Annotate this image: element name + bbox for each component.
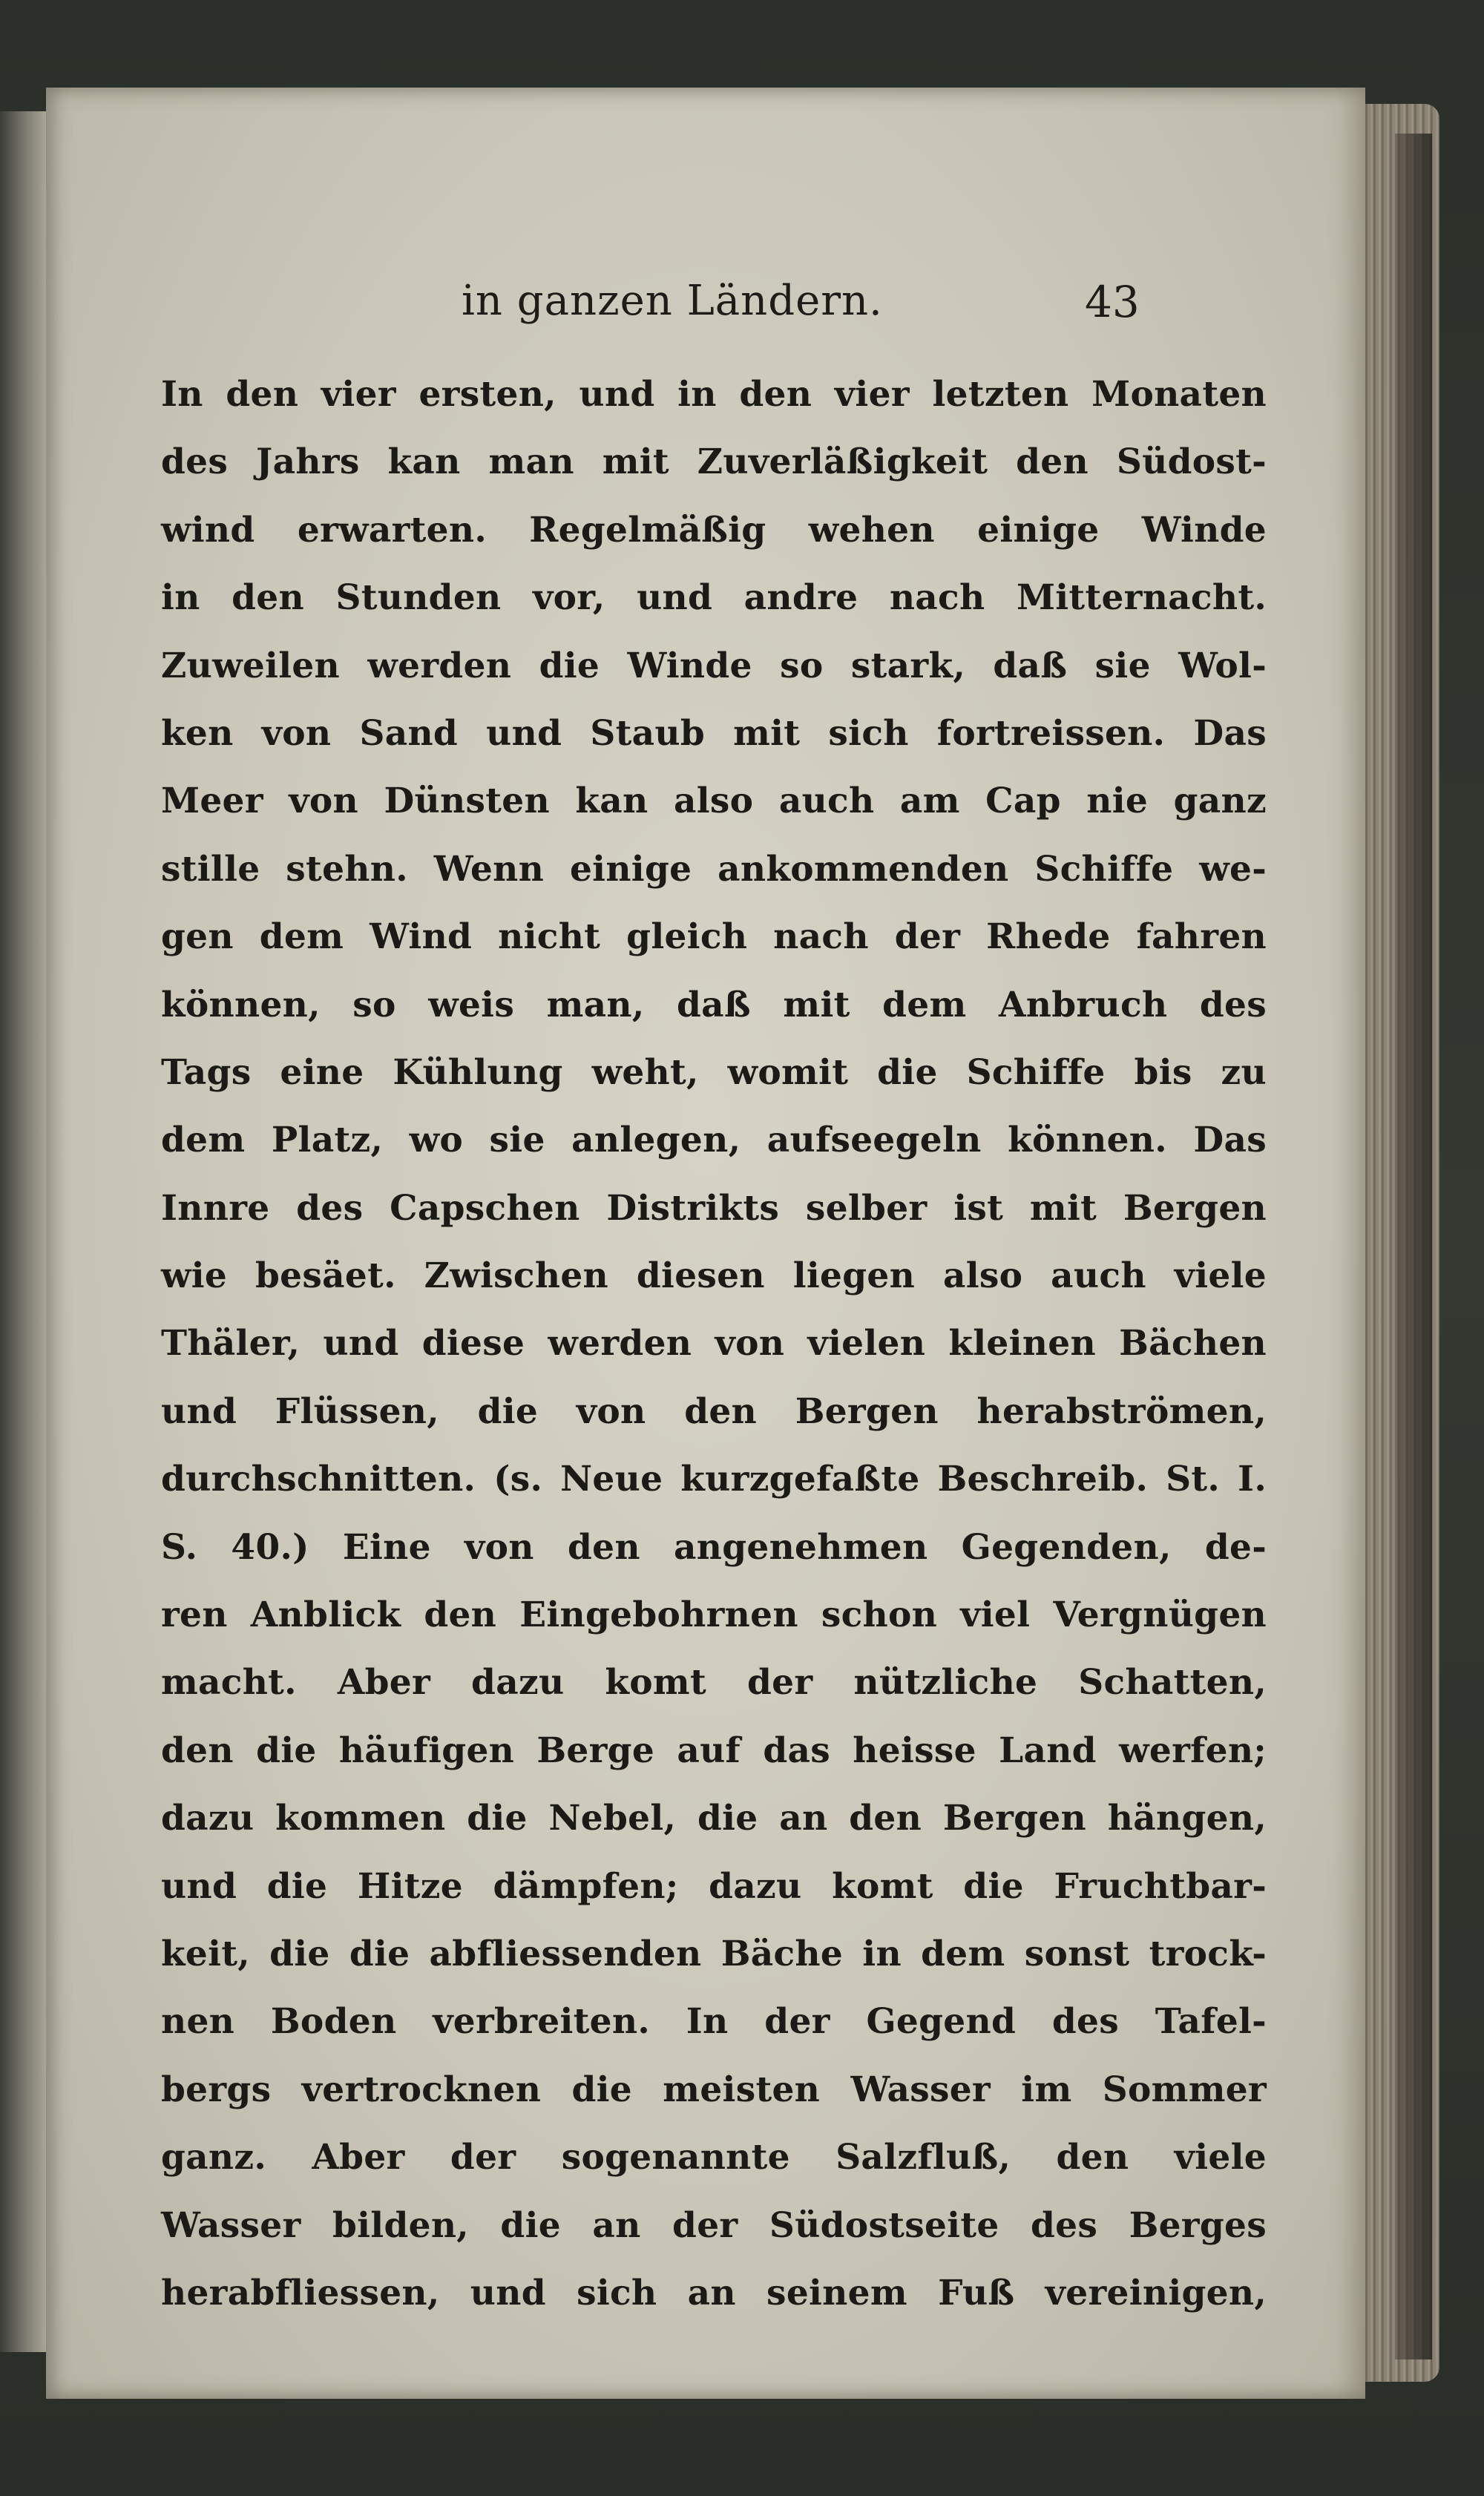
text-line: in den Stunden vor, und andre nach Mitternacht.	[161, 577, 1267, 619]
previous-page-edge	[0, 111, 46, 2352]
text-line: und Flüssen, die von den Bergen herabströmen,	[161, 1390, 1267, 1432]
text-line: den die häufigen Berge auf das heisse Land werfen;	[161, 1730, 1267, 1771]
text-line: gen dem Wind nicht gleich nach der Rhede fahren	[161, 916, 1267, 958]
running-head: in ganzen Ländern.	[462, 277, 883, 325]
text-line: Zuweilen werden die Winde so stark, daß sie Wol-	[161, 645, 1267, 686]
text-line: wind erwarten. Regelmäßig wehen einige Winde	[161, 509, 1267, 551]
text-line: ganz. Aber der sogenannte Salzfluß, den viele	[161, 2137, 1267, 2178]
text-line: Tags eine Kühlung weht, womit die Schiffe bis zu	[161, 1051, 1267, 1093]
text-line: stille stehn. Wenn einige ankommenden Schiffe we-	[161, 848, 1267, 890]
text-line: macht. Aber dazu komt der nützliche Schatten,	[161, 1662, 1267, 1704]
text-line: des Jahrs kan man mit Zuverläßigkeit den Südost-	[161, 441, 1267, 483]
text-line: Meer von Dünsten kan also auch am Cap nie ganz	[161, 781, 1267, 822]
page-number: 43	[1085, 277, 1140, 327]
text-line: Wasser bilden, die an der Südostseite des Berges	[161, 2204, 1267, 2246]
text-line: nen Boden verbreiten. In der Gegend des Tafel-	[161, 2001, 1267, 2043]
text-line: keit, die die abfliessenden Bäche in dem sonst trock-	[161, 1933, 1267, 1974]
text-line: durchschnitten. (s. Neue kurzgefaßte Beschreib. St. I.	[161, 1459, 1267, 1500]
text-line: dem Platz, wo sie anlegen, aufseegeln können. Das	[161, 1120, 1267, 1161]
book-page	[46, 88, 1365, 2399]
text-line: S. 40.) Eine von den angenehmen Gegenden, de-	[161, 1526, 1267, 1568]
body-text	[161, 361, 1267, 2327]
text-line: ken von Sand und Staub mit sich fortreissen. Das	[161, 712, 1267, 754]
text-line: wie besäet. Zwischen diesen liegen also auch viele	[161, 1255, 1267, 1297]
text-line: Thäler, und diese werden von vielen kleinen Bächen	[161, 1323, 1267, 1364]
text-line: und die Hitze dämpfen; dazu komt die Fruchtbar-	[161, 1865, 1267, 1907]
text-line: bergs vertrocknen die meisten Wasser im Sommer	[161, 2069, 1267, 2110]
text-line: herabfliessen, und sich an seinem Fuß vereinigen,	[161, 2272, 1267, 2313]
text-line: In den vier ersten, und in den vier letzten Monaten	[161, 374, 1267, 415]
text-line: ren Anblick den Eingebohrnen schon viel Vergnügen	[161, 1595, 1267, 1636]
page-header	[46, 277, 1365, 344]
text-line: dazu kommen die Nebel, die an den Bergen hängen,	[161, 1798, 1267, 1839]
text-line: können, so weis man, daß mit dem Anbruch des	[161, 984, 1267, 1025]
page-edge-shadow	[1395, 134, 1432, 2359]
text-line: Innre des Capschen Distrikts selber ist mit Bergen	[161, 1187, 1267, 1229]
